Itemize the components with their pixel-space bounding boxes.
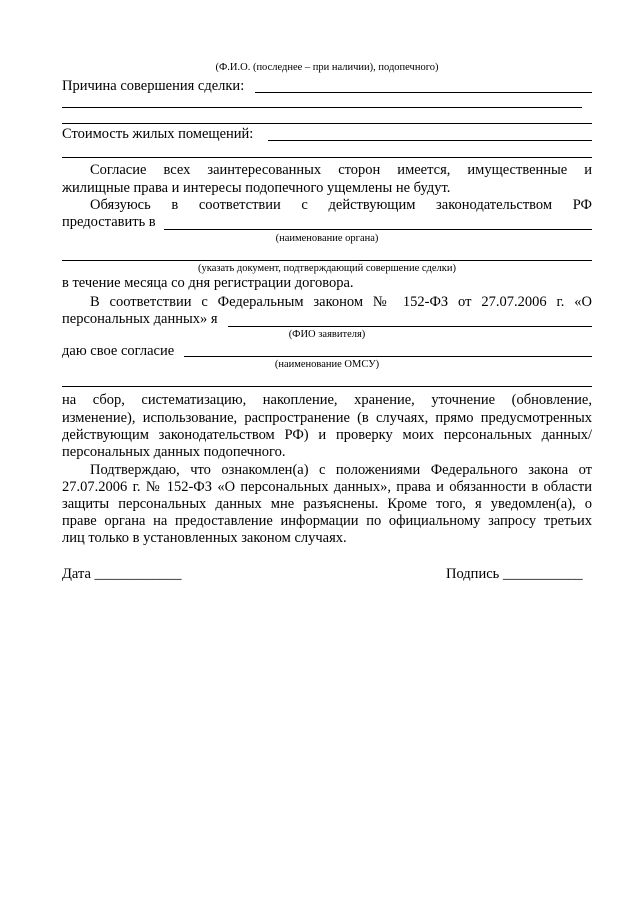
processing-text-line-1: на сбор, систематизацию, накопление, хранение, уточнение (обновление, xyxy=(62,392,592,408)
cost-label: Стоимость жилых помещений: xyxy=(62,126,254,142)
month-text: в течение месяца со дня регистрации договора. xyxy=(62,275,354,291)
confirm-text-line-5: лиц только в установленных законом случаях. xyxy=(62,530,347,546)
cost-line-2[interactable] xyxy=(62,157,592,158)
processing-text-line-2: изменение), использование, распространение (в случаях, прямо предусмотренных xyxy=(62,410,592,426)
date-field[interactable]: Дата ____________ xyxy=(62,566,182,582)
law-text-line-1: В соответствии с Федеральным законом № 152-ФЗ от 27.07.2006 г. «О xyxy=(90,294,592,310)
reason-line-3[interactable] xyxy=(62,123,592,124)
omsu-line[interactable] xyxy=(184,356,592,357)
organ-caption: (наименование органа) xyxy=(275,233,379,244)
signature-field[interactable]: Подпись ___________ xyxy=(446,566,583,582)
law-text-line-2: персональных данных» я xyxy=(62,311,218,327)
fio-caption: (Ф.И.О. (последнее – при наличии), подопечного) xyxy=(215,62,439,73)
consent-text-line-2: жилищные права и интересы подопечного ущемлены не будут. xyxy=(62,180,451,196)
oblige-text-line-1: Обязуюсь в соответствии с действующим законодательством РФ xyxy=(90,197,592,213)
confirm-text-line-2: 27.07.2006 г. № 152-ФЗ «О персональных данных», права и обязанности в области xyxy=(62,479,592,495)
cost-line-1[interactable] xyxy=(268,140,592,141)
omsu-line-2[interactable] xyxy=(62,386,592,387)
consent-text-line-1: Согласие всех заинтересованных сторон имеется, имущественные и xyxy=(90,162,592,178)
omsu-caption: (наименование ОМСУ) xyxy=(274,359,380,370)
document-caption: (указать документ, подтверждающий совершение сделки) xyxy=(198,263,456,274)
confirm-text-line-1: Подтверждаю, что ознакомлен(а) с положениями Федерального закона от xyxy=(90,462,592,478)
reason-line-1[interactable] xyxy=(255,92,592,93)
processing-text-line-3: действующим законодательством РФ) и проверку моих персональных данных/ xyxy=(62,427,592,443)
give-consent-text: даю свое согласие xyxy=(62,343,175,359)
applicant-caption: (ФИО заявителя) xyxy=(288,329,366,340)
reason-label: Причина совершения сделки: xyxy=(62,78,245,94)
confirm-text-line-4: праве органа на предоставление информации по официальному запросу третьих xyxy=(62,513,592,529)
processing-text-line-4: персональных данных подопечного. xyxy=(62,444,286,460)
oblige-text-line-2: предоставить в xyxy=(62,214,156,230)
applicant-line[interactable] xyxy=(228,326,592,327)
confirm-text-line-3: защиты персональных данных мне разъяснены. Кроме того, я уведомлен(а), о xyxy=(62,496,592,512)
organ-line[interactable] xyxy=(164,229,592,230)
reason-line-2[interactable] xyxy=(62,107,582,108)
document-line[interactable] xyxy=(62,260,592,261)
